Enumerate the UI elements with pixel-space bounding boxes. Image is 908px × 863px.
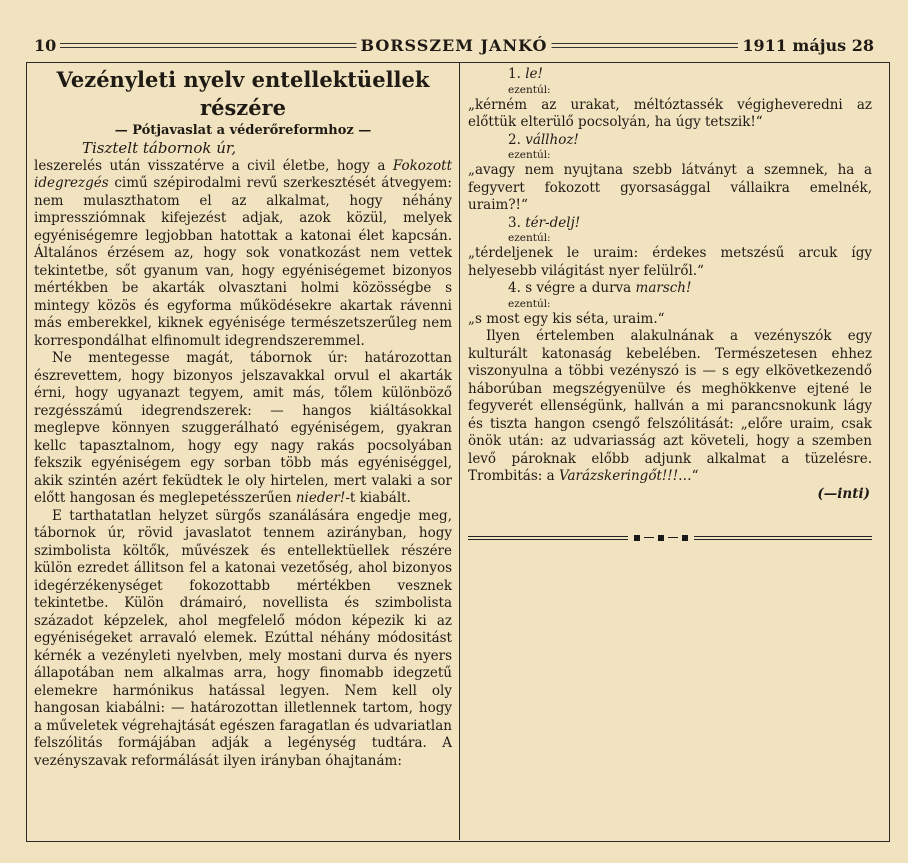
issue-date: 1911 május 28 [738,36,874,56]
paragraph-2: Ne mentegesse magát, tábornok úr: határozottan észrevettem, hogy bizonyos jelszavakkal orvul el akarták érni, hogy ugyanazt tegyem, amit más, tőlem különböző rezgésszámú idegrendszerek: — hangos kiáltásokkal meglepve könnyen szuggerálható egyéniségem, gyakran kellc tapasztalnom, hogy egy nagy rakás pocsolyában fekszik egyéniségem egy sorban több más egyéniséggel, akik szintén azért feküdtek le oly hirtelen, mert valaki a sor előtt hangosan és meglepetésszerűen nieder!-t kiabált. [34,350,452,506]
command-4: 4. s végre a durva marsch! [508,280,692,296]
command-4-new: „s most egy kis séta, uraim.“ [468,310,665,327]
article-title: Vezényleti nyelv entellektüellek részére [56,67,430,120]
command-2-hint: ezentúl: [508,149,551,161]
command-3-hint: ezentúl: [508,232,551,244]
author-signature: (—inti) [817,485,870,502]
command-1-new: „kérném az urakat, méltóztassék végigheveredni az előttük elterülő pocsolyán, ha úgy tetszik!“ [468,96,872,130]
command-3: 3. tér-delj! [508,214,581,231]
section-ornament [468,534,872,544]
page-number: 10 [34,36,60,56]
command-3-new: „térdeljenek le uraim: érdekes metszésű arcuk így helyesebb világitást nyer felülről.“ [468,245,872,279]
command-1-hint: ezentúl: [508,83,551,96]
command-2: 2. vállhoz! [508,131,579,148]
command-1: 1. le! [508,66,543,82]
command-2-new: „avagy nem nyujtana szebb látványt a szemnek, ha a fegyvert fokozott gyorsasággal vállaikra emelnék, uraim?!“ [468,162,872,213]
closing-paragraph: Ilyen értelemben alakulnának a vezényszók egy kulturált katonaság kebelében. Természetesen ehhez viszonyulna a többi vezényszó is — s egy elkövetkezendő háborúban megszégyenülve és meghökkenve ejtené le fegyverét ellenségünk, hallván a mi parancsnokunk lágy és tiszta hangon csengő felszólitását: „előre uraim, csak önök után: az udvariasság azt követeli, hogy a szemben levő pároknak előbb adjunk alkalmat a tüzelésre. Trombitás: a Varázskeringőt!!!…“ [468,328,872,484]
right-column [468,66,872,503]
article-subtitle: — Pótjavaslat a véderőreformhoz — [114,123,372,138]
publication-title: BORSSZEM JANKÓ [357,36,552,56]
nieder-word: nieder! [295,490,346,506]
waltz-title: Varázskeringőt!!! [558,468,679,484]
command-4-hint: ezentúl: [508,297,551,310]
journal-name: Fokozott idegrezgés [34,157,452,191]
column-divider [459,62,460,840]
salutation: Tisztelt tábornok úr, [82,139,237,157]
page-header [34,36,874,56]
left-column [34,66,452,770]
paragraph-1: leszerelés után visszatérve a civil életbe, hogy a Fokozott idegrezgés cimű szépirodalmi revű szerkesztését átvegyem: nem mulaszthatom el az alkalmat, hogy néhány impressziómnak kifejezést adjak, azok közül, melyek egyéniségemre legjobban hatottak a katonai élet kapcsán. Általános érzésem az, hogy sok vonatkozást nem vettek tekintetbe, sőt gyanum van, hogy egyéniségemet bizonyos mértékben be akarták olvasztani holmi közösségbe s mintegy közös és egyforma működésekre akartak rávenni más emberekkel, kiknek egyénisége természetszerűleg nem korrespondálhat elfinomult idegrendszeremmel. [34,157,452,349]
paragraph-3: E tarthatatlan helyzet sürgős szanálására engedje meg, tábornok úr, rövid javaslatot tennem azirányban, hogy szimbolista költők, művészek és entellektüellek részére külön ezredet állitson fel a katonai vezetőség, ahol bizonyos idegérzékenységet fokozottabb mértékben vesznek tekintetbe. Külön drámairó, novellista és szimbolista századot képzelek, ahol megfelelő módon képezik ki az egyéniségeket arravaló elemek. Ezúttal néhány módositást kérnék a vezényleti nyelvben, mely mostani durva és nyers állapotában nem alkalmas arra, hogy finomabb idegzetű elemekre harmónikus hatással legyen. Nem kell oly hangosan kiabálni: — határozottan illetlennek tartom, hogy a műveletek végrehajtását egészen faragatlan és udvariatlan felszólitás formájában adják a legénység tudtára. A vezényszavak reformálását ilyen irányban óhajtanám: [34,507,452,769]
